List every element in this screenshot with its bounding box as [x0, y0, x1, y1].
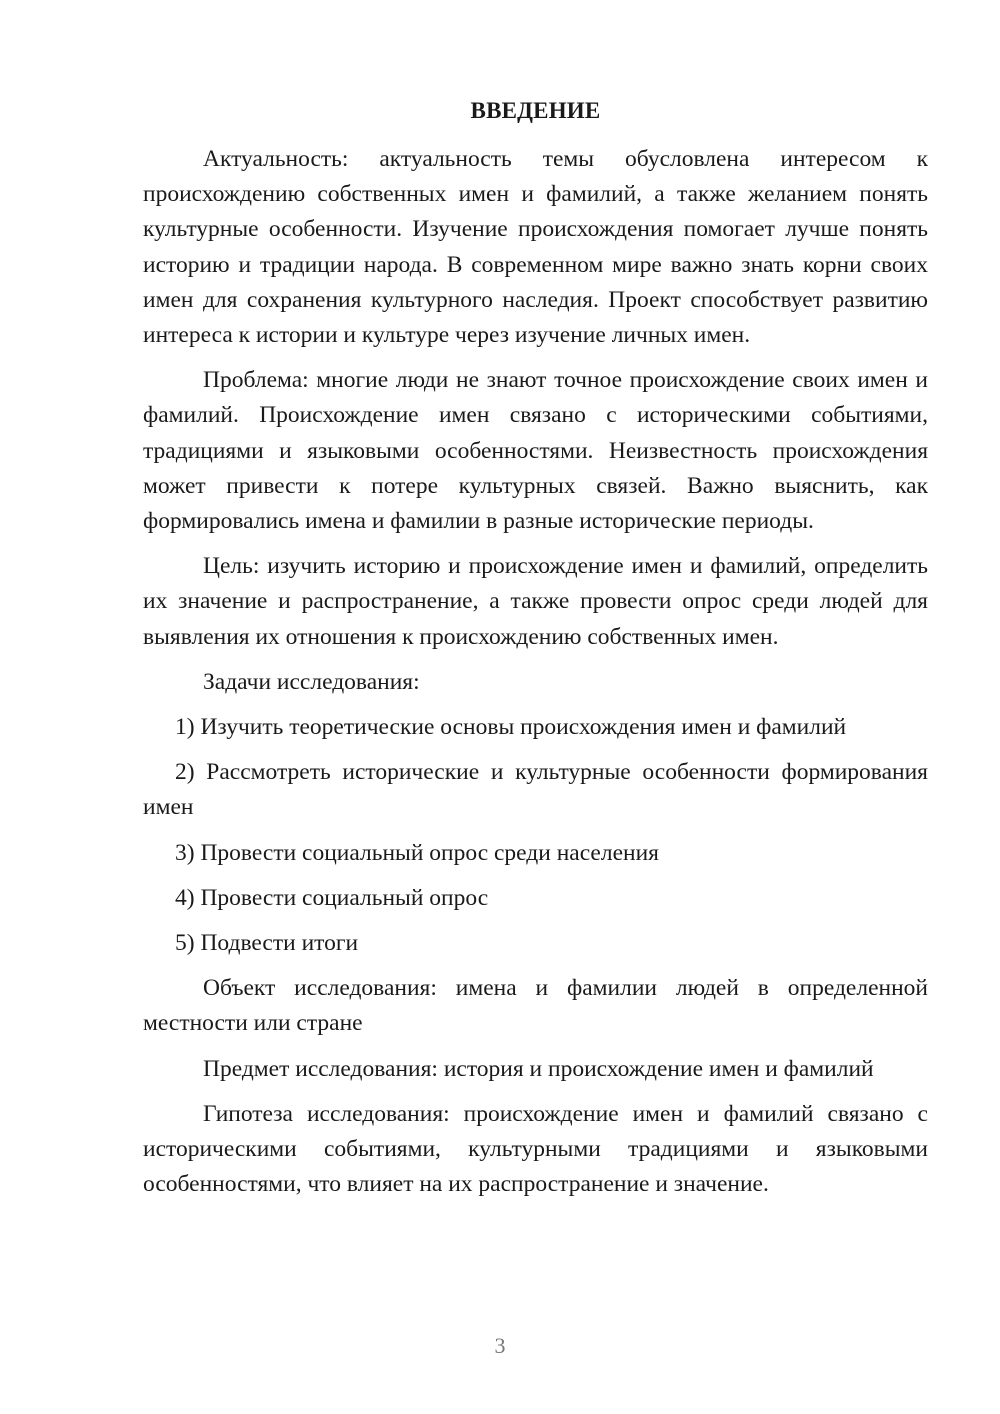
tasks-heading: Задачи исследования: [203, 668, 420, 695]
document-body [143, 142, 928, 1212]
task-item-2: 2) Рассмотреть исторические и культурные особенности формирования имен [143, 759, 928, 821]
section-title: ВВЕДЕНИЕ [470, 98, 601, 123]
relevance-paragraph: Актуальность: актуальность темы обусловлена интересом к происхождению собственных имен и фамилий, а также желанием понять культурные особенности. Изучение происхождения помогает лучше понять историю и традиции народа. В современном мире важно знать корни своих имен для сохранения культурного наследия. Проект способствует развитию интереса к истории и культуре через изучение личных имен. [143, 146, 928, 349]
goal-paragraph: Цель: изучить историю и происхождение имен и фамилий, определить их значение и распространение, а также провести опрос среди людей для выявления их отношения к происхождению собственных имен. [143, 553, 928, 650]
task-item-1: 1) Изучить теоретические основы происхождения имен и фамилий [175, 714, 847, 741]
document-page [143, 0, 928, 1414]
page-number: 3 [494, 1333, 506, 1358]
object-paragraph: Объект исследования: имена и фамилии людей в определенной местности или стране [143, 975, 928, 1037]
problem-paragraph: Проблема: многие люди не знают точное происхождение своих имен и фамилий. Происхождение имен связано с историческими событиями, традициями и языковыми особенностями. Неизвестность происхождения может привести к потере культурных связей. Важно выяснить, как формировались имена и фамилии в разные исторические периоды. [143, 367, 928, 535]
task-item-3: 3) Провести социальный опрос среди населения [175, 839, 659, 866]
hypothesis-paragraph: Гипотеза исследования: происхождение имен и фамилий связано с историческими событиями, культурными традициями и языковыми особенностями, что влияет на их распространение и значение. [143, 1100, 928, 1198]
subject-paragraph: Предмет исследования: история и происхождение имен и фамилий [203, 1055, 874, 1082]
task-item-4: 4) Провести социальный опрос [175, 884, 489, 911]
task-item-5: 5) Подвести итоги [175, 930, 359, 957]
